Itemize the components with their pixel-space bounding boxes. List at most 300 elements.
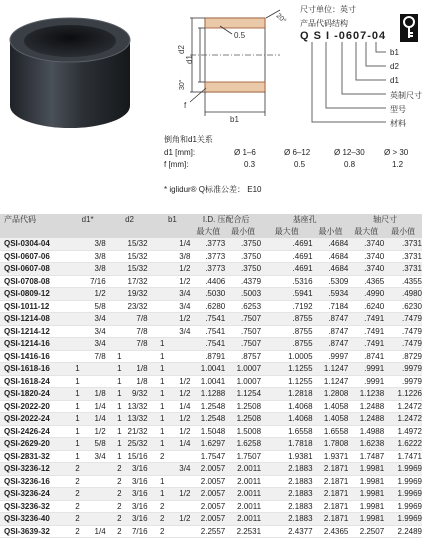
cell-b1 bbox=[153, 475, 191, 488]
dim-d1-label: d1 bbox=[185, 55, 194, 64]
cell-product-code: QSI-2022-24 bbox=[0, 413, 70, 426]
header-code: 产品代码 bbox=[0, 214, 70, 226]
cell-product-code: QSI-2831-32 bbox=[0, 450, 70, 463]
cell-shaft-max: .6240 bbox=[348, 300, 384, 313]
cell-housing-max: 2.1883 bbox=[261, 488, 313, 501]
cell-ld-min: 2.0011 bbox=[225, 513, 261, 526]
cell-d2-fraction: 15/32 bbox=[127, 251, 148, 261]
cell-d1-fraction: 5/8 bbox=[94, 301, 106, 311]
bushing-cross-section-drawing bbox=[150, 4, 300, 126]
dim-angle-20-label: 20° bbox=[274, 12, 288, 25]
cell-ld-max: .3773 bbox=[191, 263, 225, 276]
cell-shaft-max: .7491 bbox=[348, 338, 384, 351]
legend-item-model: 型号 bbox=[390, 105, 406, 114]
cell-d2 bbox=[106, 400, 154, 413]
cell-ld-min: .7507 bbox=[225, 325, 261, 338]
cell-b1-whole: 2 bbox=[159, 526, 165, 536]
cell-shaft-max: 1.9981 bbox=[348, 500, 384, 513]
cell-housing-max: 1.1255 bbox=[261, 363, 313, 376]
cell-d2-fraction: 1/8 bbox=[136, 376, 148, 386]
cell-ld-max: 1.2548 bbox=[191, 413, 225, 426]
cell-housing-min: 1.9371 bbox=[313, 450, 349, 463]
cell-housing-max: .5941 bbox=[261, 288, 313, 301]
cell-d1 bbox=[70, 350, 106, 363]
cell-d1-whole: 2 bbox=[75, 464, 80, 473]
cell-housing-max: 1.7818 bbox=[261, 438, 313, 451]
cell-b1-fraction: 1/2 bbox=[179, 276, 191, 286]
table-row bbox=[0, 263, 422, 276]
cell-d2 bbox=[106, 413, 154, 426]
cell-housing-max: 1.9381 bbox=[261, 450, 313, 463]
header-min: 最小值 bbox=[313, 226, 349, 238]
cell-housing-min: 1.4058 bbox=[313, 400, 349, 413]
cell-shaft-max: 1.1238 bbox=[348, 388, 384, 401]
cell-shaft-max: .7491 bbox=[348, 313, 384, 326]
cell-product-code: QSI-1214-16 bbox=[0, 338, 70, 351]
cell-d1-fraction: 3/8 bbox=[94, 251, 106, 261]
cell-shaft-min: 1.6222 bbox=[384, 438, 422, 451]
cell-ld-min: 1.7507 bbox=[225, 450, 261, 463]
cell-shaft-min: .9979 bbox=[384, 363, 422, 376]
cell-product-code: QSI-1011-12 bbox=[0, 300, 70, 313]
cell-product-code: QSI-2629-20 bbox=[0, 438, 70, 451]
cell-housing-max: 1.0005 bbox=[261, 350, 313, 363]
table-body bbox=[0, 238, 422, 538]
cell-d2-fraction: 21/32 bbox=[127, 426, 148, 436]
cell-housing-max: .8755 bbox=[261, 313, 313, 326]
cell-d2-fraction: 19/32 bbox=[127, 289, 148, 298]
cell-housing-min: .5309 bbox=[313, 275, 349, 288]
cell-b1-whole: 1 bbox=[159, 426, 165, 436]
cell-d1-whole: 2 bbox=[75, 476, 80, 486]
cell-b1 bbox=[153, 275, 191, 288]
cell-product-code: QSI-1416-16 bbox=[0, 350, 70, 363]
cell-shaft-max: 1.7487 bbox=[348, 450, 384, 463]
cell-d1-whole: 2 bbox=[75, 514, 80, 523]
header-max: 最大值 bbox=[191, 226, 225, 238]
cell-d2 bbox=[106, 513, 154, 526]
cell-b1 bbox=[153, 513, 191, 526]
cell-d1 bbox=[70, 413, 106, 426]
cell-shaft-min: .8729 bbox=[384, 350, 422, 363]
cell-b1-fraction: 1/4 bbox=[179, 439, 191, 448]
cell-ld-min: 2.0011 bbox=[225, 463, 261, 476]
cell-ld-max: .6280 bbox=[191, 300, 225, 313]
cell-d2-fraction: 3/16 bbox=[131, 514, 148, 523]
cell-d2-whole: 1 bbox=[117, 451, 122, 461]
table-row bbox=[0, 288, 422, 301]
cell-housing-min: .4684 bbox=[313, 238, 349, 250]
cell-shaft-max: .8741 bbox=[348, 350, 384, 363]
cell-housing-max: .4691 bbox=[261, 250, 313, 263]
cell-shaft-min: 1.1226 bbox=[384, 388, 422, 401]
cell-b1-whole: 1 bbox=[159, 351, 165, 361]
cell-d2 bbox=[106, 488, 154, 501]
cell-shaft-max: .9991 bbox=[348, 375, 384, 388]
cell-shaft-min: 2.2489 bbox=[384, 525, 422, 538]
cell-shaft-max: .3740 bbox=[348, 238, 384, 250]
cell-ld-min: 2.2531 bbox=[225, 525, 261, 538]
cell-d2-fraction: 17/32 bbox=[127, 276, 148, 286]
header-b1: b1 bbox=[153, 214, 191, 226]
cell-product-code: QSI-0304-04 bbox=[0, 238, 70, 250]
product-dimension-table bbox=[0, 214, 422, 538]
cell-d1 bbox=[70, 525, 106, 538]
cell-b1 bbox=[153, 388, 191, 401]
cell-shaft-max: .3740 bbox=[348, 250, 384, 263]
header-ld: I.D. 压配合后 bbox=[191, 214, 261, 226]
chamfer-f-row bbox=[164, 160, 414, 172]
cell-product-code: QSI-1820-24 bbox=[0, 388, 70, 401]
table-row bbox=[0, 350, 422, 363]
cell-d1 bbox=[70, 275, 106, 288]
cell-housing-max: 2.1883 bbox=[261, 475, 313, 488]
cell-shaft-min: .4980 bbox=[384, 288, 422, 301]
cell-b1-fraction: 3/4 bbox=[179, 326, 191, 336]
cell-housing-max: 1.6558 bbox=[261, 425, 313, 438]
cell-d1 bbox=[70, 438, 106, 451]
cell-housing-min: .4684 bbox=[313, 263, 349, 276]
code-bracket-lines bbox=[306, 42, 386, 126]
cell-d1-fraction: 7/16 bbox=[90, 276, 106, 286]
cell-d1 bbox=[70, 500, 106, 513]
cell-b1-whole: 2 bbox=[159, 501, 165, 511]
cell-d1-fraction: 1/4 bbox=[94, 401, 106, 411]
cell-d2 bbox=[106, 388, 154, 401]
cell-housing-min: 2.4365 bbox=[313, 525, 349, 538]
cell-d1-whole: 1 bbox=[75, 389, 80, 398]
dim-angle-30-label: 30° bbox=[179, 79, 186, 90]
cell-housing-max: 2.4377 bbox=[261, 525, 313, 538]
cell-b1-fraction: 1/4 bbox=[179, 401, 191, 411]
cell-d1-whole: 2 bbox=[75, 526, 80, 536]
cell-ld-max: 2.0057 bbox=[191, 488, 225, 501]
cell-d1 bbox=[70, 250, 106, 263]
cell-d1-fraction: 1/8 bbox=[94, 389, 106, 398]
cell-ld-max: 2.0057 bbox=[191, 463, 225, 476]
table-row bbox=[0, 438, 422, 451]
cell-housing-min: 2.1871 bbox=[313, 513, 349, 526]
cell-b1 bbox=[153, 263, 191, 276]
chamfer-f-label: f [mm]: bbox=[164, 160, 189, 169]
header-max: 最大值 bbox=[348, 226, 384, 238]
cell-b1 bbox=[153, 288, 191, 301]
legend-item-d1: d1 bbox=[390, 76, 399, 85]
chamfer-range: Ø > 30 bbox=[384, 148, 409, 157]
cell-d2-fraction: 3/16 bbox=[131, 464, 148, 473]
cell-ld-min: .5003 bbox=[225, 288, 261, 301]
cell-ld-max: 2.0057 bbox=[191, 500, 225, 513]
cell-ld-min: 1.0007 bbox=[225, 363, 261, 376]
cell-product-code: QSI-3236-12 bbox=[0, 463, 70, 476]
table-row bbox=[0, 425, 422, 438]
cell-ld-min: .3750 bbox=[225, 238, 261, 250]
cell-housing-max: 2.1883 bbox=[261, 513, 313, 526]
cell-d2-fraction: 7/8 bbox=[136, 339, 148, 348]
cell-d2-fraction: 7/8 bbox=[136, 314, 148, 323]
cell-shaft-min: 1.9969 bbox=[384, 513, 422, 526]
cell-housing-min: .8747 bbox=[313, 313, 349, 326]
cell-d1 bbox=[70, 288, 106, 301]
cell-d2-fraction: 13/32 bbox=[127, 401, 148, 411]
cell-d2 bbox=[106, 300, 154, 313]
cell-product-code: QSI-1618-16 bbox=[0, 363, 70, 376]
cell-b1-whole: 2 bbox=[159, 451, 165, 461]
cell-housing-max: 1.1255 bbox=[261, 375, 313, 388]
chamfer-title: 倒角和d1关系 bbox=[164, 135, 213, 144]
cell-d2-whole: 2 bbox=[117, 526, 122, 536]
cell-housing-max: 1.4068 bbox=[261, 400, 313, 413]
cell-d2 bbox=[106, 500, 154, 513]
cell-d2-whole: 1 bbox=[117, 414, 122, 423]
cell-d2-fraction: 9/32 bbox=[131, 389, 148, 398]
cell-d2 bbox=[106, 475, 154, 488]
cell-ld-max: 1.0041 bbox=[191, 363, 225, 376]
table-row bbox=[0, 275, 422, 288]
cell-housing-min: .7184 bbox=[313, 300, 349, 313]
tolerance-footnote: * iglidur® Q标准公差： E10 bbox=[164, 185, 262, 194]
cell-b1 bbox=[153, 375, 191, 388]
cell-d1 bbox=[70, 513, 106, 526]
cell-d1-fraction: 1/2 bbox=[94, 289, 106, 298]
cell-b1-fraction: 1/2 bbox=[179, 314, 191, 323]
cell-shaft-max: 1.4988 bbox=[348, 425, 384, 438]
cell-ld-max: .3773 bbox=[191, 238, 225, 250]
cell-product-code: QSI-2426-24 bbox=[0, 425, 70, 438]
cell-d1-fraction: 1/2 bbox=[94, 426, 106, 436]
cell-ld-min: 1.1254 bbox=[225, 388, 261, 401]
cell-shaft-max: 1.9981 bbox=[348, 463, 384, 476]
cell-b1 bbox=[153, 313, 191, 326]
cell-ld-max: .7541 bbox=[191, 338, 225, 351]
cell-d1-fraction: 1/4 bbox=[94, 414, 106, 423]
cell-b1-fraction: 1/2 bbox=[179, 426, 191, 436]
cell-d2-whole: 2 bbox=[117, 464, 122, 473]
cell-product-code: QSI-0607-08 bbox=[0, 263, 70, 276]
legend-item-imperial-size: 英制尺寸 bbox=[390, 91, 422, 100]
chamfer-f-value: 0.8 bbox=[344, 160, 356, 169]
cell-b1 bbox=[153, 350, 191, 363]
cell-shaft-min: 1.2472 bbox=[384, 400, 422, 413]
cell-d1-fraction: 1/4 bbox=[94, 526, 106, 536]
header-d1: d1* bbox=[70, 214, 106, 226]
cell-b1 bbox=[153, 363, 191, 376]
cell-d1-whole: 1 bbox=[75, 364, 80, 373]
cell-housing-max: .4691 bbox=[261, 263, 313, 276]
cell-d1-whole: 1 bbox=[75, 426, 80, 436]
key-icon bbox=[400, 14, 418, 42]
cell-ld-max: 1.6297 bbox=[191, 438, 225, 451]
cell-b1-fraction: 3/4 bbox=[179, 289, 191, 298]
cell-shaft-max: 1.9981 bbox=[348, 513, 384, 526]
cell-housing-max: 2.1883 bbox=[261, 463, 313, 476]
product-code-example: Q S I -0607-04 bbox=[300, 30, 387, 42]
dim-b1-label: b1 bbox=[230, 115, 239, 124]
cell-product-code: QSI-1618-24 bbox=[0, 375, 70, 388]
table-row bbox=[0, 325, 422, 338]
cell-b1 bbox=[153, 488, 191, 501]
cell-b1 bbox=[153, 300, 191, 313]
cell-b1 bbox=[153, 238, 191, 250]
cell-b1-fraction: 1/2 bbox=[179, 376, 191, 386]
cell-ld-max: 2.2557 bbox=[191, 525, 225, 538]
cell-ld-max: .7541 bbox=[191, 313, 225, 326]
table-row bbox=[0, 488, 422, 501]
cell-d1-fraction: 5/8 bbox=[94, 439, 106, 448]
cell-b1 bbox=[153, 463, 191, 476]
table-row bbox=[0, 388, 422, 401]
cell-ld-min: 1.6258 bbox=[225, 438, 261, 451]
cell-d2-whole: 1 bbox=[117, 439, 122, 448]
dim-f-label: f bbox=[184, 101, 187, 110]
units-label: 尺寸单位：英寸 bbox=[300, 5, 356, 14]
table-row bbox=[0, 375, 422, 388]
header-shaft: 轴尺寸 bbox=[348, 214, 422, 226]
cell-ld-min: .8757 bbox=[225, 350, 261, 363]
cell-shaft-max: .4990 bbox=[348, 288, 384, 301]
cell-d2-whole: 1 bbox=[117, 401, 122, 411]
cell-shaft-max: 1.2488 bbox=[348, 413, 384, 426]
cell-ld-max: 2.0057 bbox=[191, 513, 225, 526]
cell-d2-fraction: 25/32 bbox=[127, 439, 148, 448]
cell-shaft-max: 1.9981 bbox=[348, 488, 384, 501]
table-row bbox=[0, 513, 422, 526]
cell-housing-min: 2.1871 bbox=[313, 463, 349, 476]
cell-ld-max: 1.5048 bbox=[191, 425, 225, 438]
table-row bbox=[0, 400, 422, 413]
cell-ld-min: .3750 bbox=[225, 263, 261, 276]
cell-ld-min: .3750 bbox=[225, 250, 261, 263]
cell-housing-min: .9997 bbox=[313, 350, 349, 363]
cell-ld-min: .7507 bbox=[225, 313, 261, 326]
cell-b1-whole: 1 bbox=[159, 389, 165, 398]
cell-shaft-max: .4365 bbox=[348, 275, 384, 288]
table-row bbox=[0, 338, 422, 351]
cell-d1-fraction: 3/8 bbox=[94, 239, 106, 248]
cell-d2 bbox=[106, 375, 154, 388]
cell-housing-min: 1.7808 bbox=[313, 438, 349, 451]
legend-item-material: 材料 bbox=[390, 119, 406, 128]
cell-d2-fraction: 13/32 bbox=[127, 414, 148, 423]
cell-product-code: QSI-3639-32 bbox=[0, 525, 70, 538]
cell-d2 bbox=[106, 338, 154, 351]
cell-housing-max: .5316 bbox=[261, 275, 313, 288]
cell-d2 bbox=[106, 438, 154, 451]
table-row bbox=[0, 463, 422, 476]
chamfer-f-value: 0.3 bbox=[244, 160, 256, 169]
cell-ld-max: .5030 bbox=[191, 288, 225, 301]
table-header-row bbox=[0, 214, 422, 226]
cell-d2 bbox=[106, 363, 154, 376]
cell-shaft-max: 1.9981 bbox=[348, 475, 384, 488]
legend-item-d2: d2 bbox=[390, 62, 399, 71]
cell-shaft-min: .7479 bbox=[384, 325, 422, 338]
cell-d1-fraction: 3/4 bbox=[94, 314, 106, 323]
cell-ld-max: .4406 bbox=[191, 275, 225, 288]
cell-product-code: QSI-0607-06 bbox=[0, 250, 70, 263]
cell-d2 bbox=[106, 450, 154, 463]
cell-ld-min: 1.2508 bbox=[225, 400, 261, 413]
cell-shaft-max: 1.6238 bbox=[348, 438, 384, 451]
cell-b1-whole: 1 bbox=[159, 376, 165, 386]
table-subheader-row bbox=[0, 226, 422, 238]
legend-item-b1: b1 bbox=[390, 48, 399, 57]
cell-shaft-min: .7479 bbox=[384, 338, 422, 351]
cell-d1 bbox=[70, 238, 106, 250]
cell-shaft-min: 1.9969 bbox=[384, 500, 422, 513]
cell-ld-max: 1.0041 bbox=[191, 375, 225, 388]
cell-d2 bbox=[106, 275, 154, 288]
cell-d2-whole: 1 bbox=[117, 364, 122, 373]
cell-housing-min: 2.1871 bbox=[313, 488, 349, 501]
cell-d2-fraction: 15/16 bbox=[127, 451, 148, 461]
cell-product-code: QSI-3236-24 bbox=[0, 488, 70, 501]
cell-d1 bbox=[70, 263, 106, 276]
chamfer-range: Ø 12–30 bbox=[334, 148, 365, 157]
cell-ld-min: .6253 bbox=[225, 300, 261, 313]
table-row bbox=[0, 313, 422, 326]
code-structure-legend bbox=[300, 4, 420, 134]
cell-shaft-min: 1.2472 bbox=[384, 413, 422, 426]
cell-b1 bbox=[153, 450, 191, 463]
cell-housing-max: .7192 bbox=[261, 300, 313, 313]
cell-d2-whole: 1 bbox=[117, 376, 122, 386]
cell-shaft-min: 1.4972 bbox=[384, 425, 422, 438]
cell-d1 bbox=[70, 375, 106, 388]
header-housing: 基座孔 bbox=[261, 214, 348, 226]
cell-housing-max: .4691 bbox=[261, 238, 313, 250]
cell-d1-fraction: 7/8 bbox=[94, 351, 106, 361]
bushing-photo bbox=[2, 10, 140, 138]
cell-b1-whole: 1 bbox=[159, 489, 165, 498]
cell-housing-min: 1.6558 bbox=[313, 425, 349, 438]
cell-d2 bbox=[106, 425, 154, 438]
chamfer-d1-row bbox=[164, 148, 414, 160]
cell-housing-min: 1.1247 bbox=[313, 375, 349, 388]
cell-product-code: QSI-0809-12 bbox=[0, 288, 70, 301]
table-row bbox=[0, 475, 422, 488]
cell-shaft-min: .9979 bbox=[384, 375, 422, 388]
table-row bbox=[0, 500, 422, 513]
cell-b1-whole: 1 bbox=[159, 439, 165, 448]
cell-ld-max: 1.1288 bbox=[191, 388, 225, 401]
cell-b1-fraction: 3/4 bbox=[179, 464, 191, 473]
cell-d1-fraction: 3/8 bbox=[94, 264, 106, 273]
cell-d1-whole: 1 bbox=[75, 451, 80, 461]
header-min: 最小值 bbox=[225, 226, 261, 238]
table-row bbox=[0, 413, 422, 426]
cell-product-code: QSI-0708-08 bbox=[0, 275, 70, 288]
cell-product-code: QSI-1214-08 bbox=[0, 313, 70, 326]
cell-housing-min: .8747 bbox=[313, 325, 349, 338]
cell-shaft-min: .3731 bbox=[384, 263, 422, 276]
cell-shaft-max: .9991 bbox=[348, 363, 384, 376]
chamfer-range: Ø 1–6 bbox=[234, 148, 256, 157]
header-d2: d2 bbox=[106, 214, 154, 226]
cell-d1 bbox=[70, 463, 106, 476]
cell-shaft-min: .4355 bbox=[384, 275, 422, 288]
cell-d2 bbox=[106, 350, 154, 363]
cell-d2-whole: 2 bbox=[117, 489, 122, 498]
cell-d1 bbox=[70, 338, 106, 351]
cell-d1 bbox=[70, 400, 106, 413]
cell-b1 bbox=[153, 400, 191, 413]
cell-b1 bbox=[153, 338, 191, 351]
cell-ld-min: 1.2508 bbox=[225, 413, 261, 426]
cell-d1 bbox=[70, 425, 106, 438]
cell-d2 bbox=[106, 463, 154, 476]
cell-housing-max: 1.4068 bbox=[261, 413, 313, 426]
